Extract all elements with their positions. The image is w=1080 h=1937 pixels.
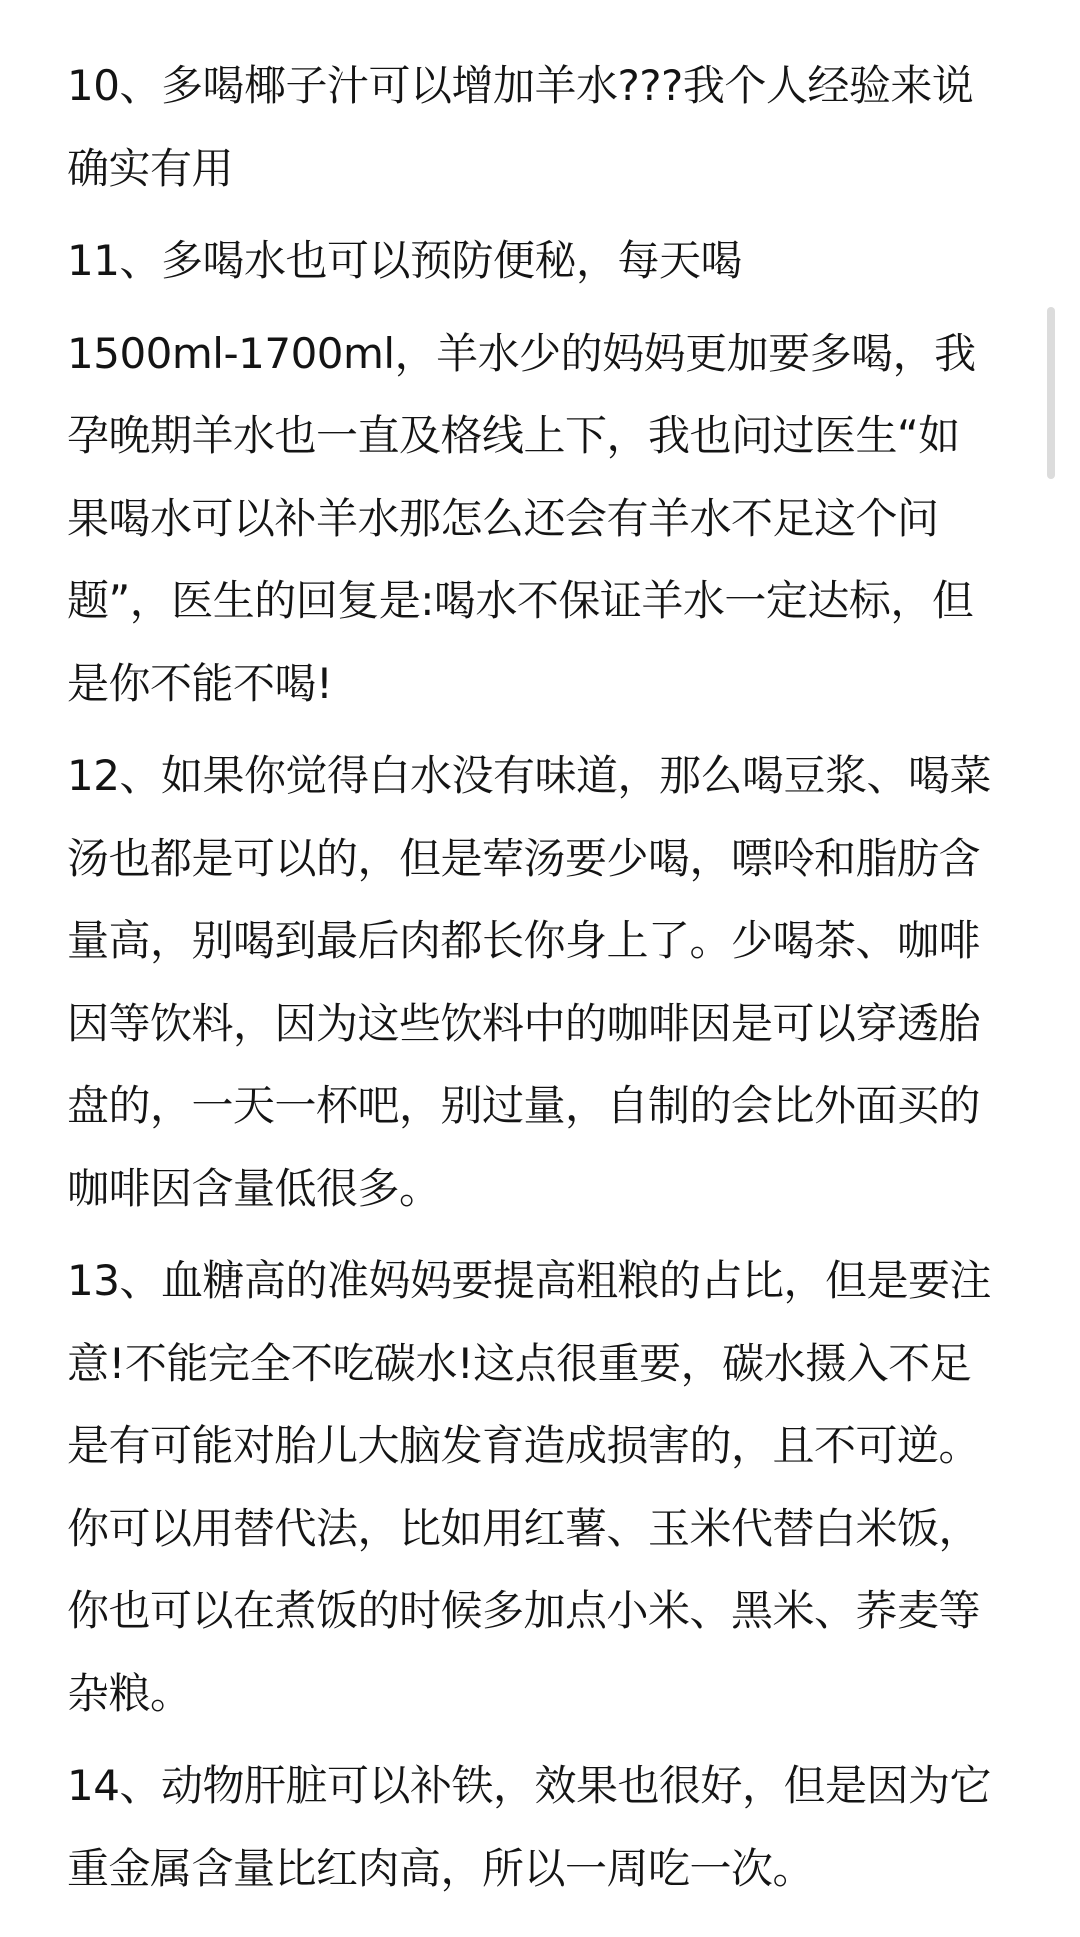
text-line: 因等饮料，因为这些饮料中的咖啡因是可以穿透胎: [67, 998, 981, 1048]
text-line: 意!不能完全不吃碳水!这点很重要，碳水摄入不足: [67, 1338, 972, 1388]
text-line: 汤也都是可以的，但是荤汤要少喝，嘌呤和脂肪含: [67, 833, 981, 883]
text-line: 你也可以在煮饭的时候多加点小米、黑米、荞麦等: [67, 1586, 981, 1635]
text-line: 是你不能不喝!: [67, 658, 333, 708]
text-line: 12、如果你觉得白水没有味道，那么喝豆浆、喝菜: [67, 751, 991, 800]
paragraph: [67, 735, 1027, 1230]
text-line: 果喝水可以补羊水那怎么还会有羊水不足这个问: [67, 493, 939, 543]
text-line: 咖啡因含量低很多。: [67, 1163, 441, 1213]
text-line: 孕晚期羊水也一直及格线上下，我也问过医生“如: [67, 411, 960, 460]
article-content: [67, 45, 1027, 1920]
text-line: 题”，医生的回复是:喝水不保证羊水一定达标，但: [67, 576, 974, 625]
scrollbar-thumb[interactable]: [1047, 307, 1055, 479]
paragraph: [67, 45, 1027, 210]
paragraph: [67, 220, 1027, 303]
paragraph: [67, 1240, 1027, 1735]
text-line: 杂粮。: [67, 1668, 192, 1718]
paragraph: [67, 1745, 1027, 1910]
text-line: 重金属含量比红肉高，所以一周吃一次。: [67, 1843, 815, 1893]
text-line: 是有可能对胎儿大脑发育造成损害的，且不可逆。: [67, 1421, 981, 1470]
text-line: 量高，别喝到最后肉都长你身上了。少喝茶、咖啡: [67, 916, 981, 965]
text-line: 14、动物肝脏可以补铁，效果也很好，但是因为它: [67, 1761, 991, 1810]
text-line: 确实有用: [67, 143, 234, 193]
text-line: 1500ml-1700ml，羊水少的妈妈更加要多喝，我: [67, 328, 976, 378]
text-line: 盘的，一天一杯吧，别过量，自制的会比外面买的: [67, 1081, 981, 1130]
text-line: 11、多喝水也可以预防便秘，每天喝: [67, 236, 742, 285]
text-line: 你可以用替代法，比如用红薯、玉米代替白米饭，: [67, 1503, 981, 1553]
paragraph: [67, 313, 1027, 726]
text-line: 10、多喝椰子汁可以增加羊水???我个人经验来说: [67, 61, 974, 110]
text-line: 13、血糖高的准妈妈要提高粗粮的占比，但是要注: [67, 1256, 991, 1305]
